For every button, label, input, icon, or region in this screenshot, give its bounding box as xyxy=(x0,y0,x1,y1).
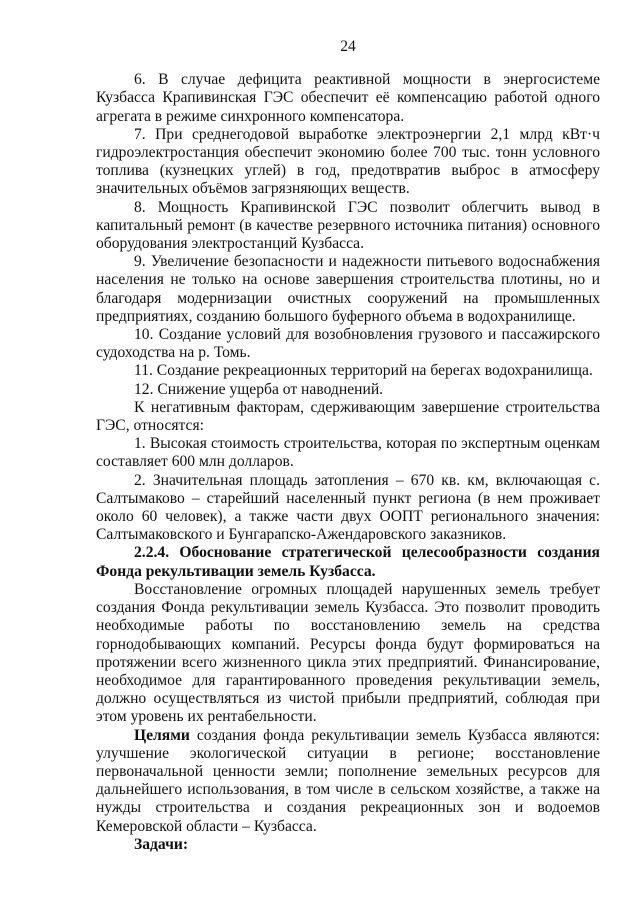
section-heading: 2.2.4. Обоснование стратегической целесообразности создания Фонда рекультивации земель Кузбасса. xyxy=(96,544,600,580)
goals-paragraph xyxy=(96,727,600,836)
list-item: 8. Мощность Крапивинской ГЭС позволит облегчить вывод в капитальный ремонт (в качестве резервного источника питания) основного оборудования электростанций Кузбасса. xyxy=(96,198,600,253)
list-item: 2. Значительная площадь затопления – 670 кв. км, включающая с. Салтымаково – старейший населенный пункт региона (в нем проживает около 60 человек), а также части двух ООПТ регионального значения: Салтымаковского и Бунгарапско-Ажендаровского заказников. xyxy=(96,471,600,544)
tasks-label: Задачи: xyxy=(134,835,189,853)
list-item: 10. Создание условий для возобновления грузового и пассажирского судоходства на р. Томь. xyxy=(96,326,600,362)
page-number: 24 xyxy=(340,38,356,55)
list-item: 6. В случае дефицита реактивной мощности в энергосистеме Кузбасса Крапивинская ГЭС обеспечит её компенсацию работой одного агрегата в режиме синхронного компенсатора. xyxy=(96,71,600,125)
paragraph: Восстановление огромных площадей нарушенных земель требует создания Фонда рекультивации земель Кузбасса. Это позволит проводить необходимые работы по восстановлению земель на средства горнодобывающих компаний. Ресурсы фонда будут формироваться на протяжении всего жизненного цикла этих предприятий. Финансирование, необходимое для гарантированного проведения рекультивации земель, должно осуществляться из чистой прибыли предприятий, соблюдая при этом уровень их рентабельности. xyxy=(96,580,600,726)
list-item: 11. Создание рекреационных территорий на берегах водохранилища. xyxy=(134,362,593,380)
list-item: 12. Снижение ущерба от наводнений. xyxy=(134,380,384,398)
list-item: 1. Высокая стоимость строительства, которая по экспертным оценкам составляет 600 млн долларов. xyxy=(96,435,600,471)
list-item: 9. Увеличение безопасности и надежности питьевого водоснабжения населения не только на основе завершения строительства плотины, но и благодаря модернизации очистных сооружений на промышленных предприятиях, созданию большого буферного объема в водохранилище. xyxy=(96,253,600,325)
paragraph: К негативным факторам, сдерживающим завершение строительства ГЭС, относятся: xyxy=(96,398,600,435)
list-item: 7. При среднегодовой выработке электроэнергии 2,1 млрд кВт·ч гидроэлектростанция обеспечит экономию более 700 тыс. тонн условного топлива (кузнецких углей) в год, предотвратив выброс в атмосферу значительных объёмов загрязняющих веществ. xyxy=(96,125,600,198)
goals-label: Целями xyxy=(134,726,190,744)
goals-text: создания фонда рекультивации земель Кузбасса являются: улучшение экологической ситуации в регионе; восстановление первоначальной ценности земли; пополнение земельных ресурсов для дальнейшего использования, в том числе в сельском хозяйстве, а также на нужды строительства и создания рекреационных зон и водоемов Кемеровской области – Кузбасса. xyxy=(96,726,600,835)
